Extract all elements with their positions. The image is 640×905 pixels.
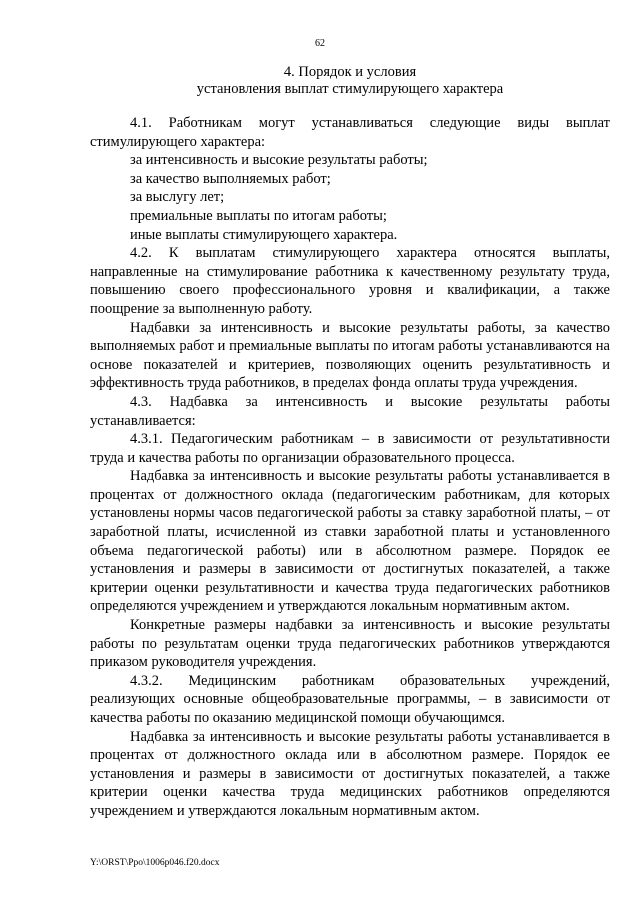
document-body: [90, 114, 610, 821]
paragraph: Надбавка за интенсивность и высокие результаты работы устанавливается в процентах от должностного оклада (педагогическим работникам, для которых установлены нормы часов педагогической работы за ставку заработной платы, – от заработной платы, исчисленной из ставки заработной платы и установленного объема педагогической работы) или в абсолютном размере. Порядок ее установления и размеры в зависимости от достигнутых показателей, а также критерии оценки результативности и качества труда педагогических работников определяются учреждением и утверждаются локальным нормативным актом.: [90, 468, 610, 615]
section-title: [90, 64, 610, 98]
section-title-line-2: установления выплат стимулирующего характера: [196, 81, 504, 97]
section-title-line-1: 4. Порядок и условия: [283, 64, 417, 80]
page-number: 62: [315, 38, 325, 49]
paragraph-4-2: 4.2. К выплатам стимулирующего характера относятся выплаты, направленные на стимулирование работника к качественному результату труда, повышению своего профессионального уровня и квалификации, а также поощрение за выполненную работу.: [90, 245, 610, 317]
list-item: за интенсивность и высокие результаты работы;: [130, 152, 428, 169]
footer-file-path: Y:\ORST\Ppo\1006p046.f20.docx: [90, 858, 220, 868]
paragraph-4-3-1: 4.3.1. Педагогическим работникам – в зависимости от результативности труда и качества работы по организации образовательного процесса.: [90, 431, 610, 466]
list-item: за качество выполняемых работ;: [130, 170, 331, 187]
list-item: иные выплаты стимулирующего характера.: [130, 226, 398, 243]
list-item: премиальные выплаты по итогам работы;: [130, 207, 387, 224]
paragraph-4-1: 4.1. Работникам могут устанавливаться следующие виды выплат стимулирующего характера:: [90, 115, 610, 150]
paragraph-4-3-2: 4.3.2. Медицинским работникам образовательных учреждений, реализующих основные общеобразовательные программы, – в зависимости от качества работы по оказанию медицинской помощи обучающимся.: [90, 672, 610, 726]
paragraph: Конкретные размеры надбавки за интенсивность и высокие результаты работы по результатам оценки труда педагогических работников утверждаются приказом руководителя учреждения.: [90, 617, 610, 671]
paragraph: Надбавки за интенсивность и высокие результаты работы, за качество выполняемых работ и премиальные выплаты по итогам работы устанавливаются на основе показателей и критериев, позволяющих оценить результативность и эффективность труда работников, в пределах фонда оплаты труда учреждения.: [90, 319, 610, 392]
paragraph: Надбавка за интенсивность и высокие результаты работы устанавливается в процентах от должностного оклада или в абсолютном размере. Порядок ее установления и размеры в зависимости от достигнутых показателей, а также критерии оценки качества труда медицинских работников определяются учреждением и утверждаются локальным нормативным актом.: [90, 728, 610, 819]
list-item: за выслугу лет;: [130, 189, 225, 206]
paragraph-4-3: 4.3. Надбавка за интенсивность и высокие результаты работы устанавливается:: [90, 393, 610, 429]
